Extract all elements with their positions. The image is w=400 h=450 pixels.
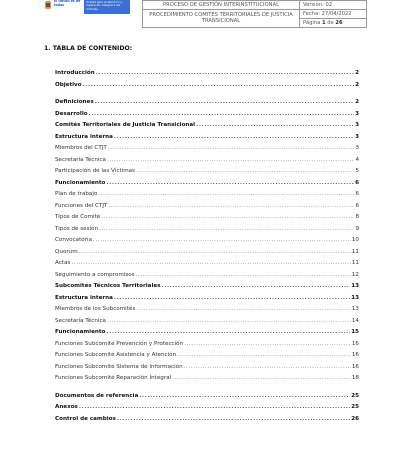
toc-entry-page: 3 <box>355 110 359 117</box>
logo-box: Unidad para la atención y reparación integral a las víctimas <box>84 0 130 14</box>
toc-entry[interactable] <box>55 68 359 80</box>
toc-entry[interactable] <box>55 247 359 259</box>
toc-entry-page: 2 <box>355 70 359 76</box>
toc-entry-title: Anexos <box>55 404 78 410</box>
document-header <box>0 0 400 36</box>
toc-leader-dots <box>107 155 354 167</box>
toc-entry[interactable] <box>55 281 359 293</box>
toc-entry[interactable] <box>55 304 359 316</box>
toc-leader-dots <box>106 327 350 339</box>
toc-entry-page: 6 <box>355 202 359 209</box>
toc-entry[interactable] <box>55 166 359 178</box>
page-total: 26 <box>335 19 343 26</box>
toc-leader-dots <box>108 201 354 213</box>
toc-entry-page: 2 <box>355 81 359 88</box>
header-table <box>142 0 367 28</box>
toc-leader-dots <box>106 178 354 190</box>
toc-entry[interactable] <box>55 362 359 374</box>
toc-entry-page: 9 <box>355 225 359 232</box>
toc-entry[interactable] <box>55 414 359 426</box>
toc-entry[interactable] <box>55 178 359 190</box>
toc-entry[interactable] <box>55 327 359 339</box>
toc-entry[interactable] <box>55 316 359 328</box>
toc-leader-dots <box>114 293 350 305</box>
toc-leader-dots <box>136 166 354 178</box>
toc-entry-title: Funciones Subcomité Sistema de Información <box>55 363 183 370</box>
toc-leader-dots <box>114 132 354 144</box>
toc-entry[interactable] <box>55 373 359 385</box>
toc-entry-page: 18 <box>351 375 359 381</box>
toc-entry-title: Plan de trabajo <box>55 191 98 197</box>
date-cell: Fecha: 27/04/2022 <box>300 10 367 19</box>
toc-leader-dots <box>96 68 354 80</box>
toc-leader-dots <box>107 316 351 328</box>
toc-entry-title: Quorum <box>55 248 78 255</box>
toc-entry-title: Tipos de Comité <box>55 214 101 220</box>
logo-area <box>14 0 132 18</box>
page-cell <box>300 19 367 28</box>
toc-entry[interactable] <box>55 402 359 414</box>
toc-entry-page: 4 <box>355 156 359 163</box>
toc-leader-dots <box>79 402 350 414</box>
toc-entry-page: 25 <box>351 392 359 399</box>
page-of: de <box>327 19 334 26</box>
toc-leader-dots <box>98 189 354 201</box>
toc-entry[interactable] <box>55 235 359 247</box>
toc-entry-page: 13 <box>351 294 359 301</box>
toc-leader-dots <box>83 80 355 92</box>
toc-entry[interactable] <box>55 143 359 155</box>
toc-entry[interactable] <box>55 391 359 403</box>
toc-entry-page: 10 <box>351 237 359 243</box>
coat-of-arms-icon <box>44 0 52 12</box>
toc-entry-page: 8 <box>355 214 359 220</box>
toc-entry-page: 5 <box>355 168 359 174</box>
toc-entry[interactable] <box>55 258 359 270</box>
toc-leader-dots <box>136 270 351 282</box>
toc-entry-title: Convocatoria <box>55 237 93 243</box>
toc-leader-dots <box>162 281 351 293</box>
toc-leader-dots <box>117 414 350 426</box>
toc-entry-title: Control de cambios <box>55 415 116 422</box>
toc-leader-dots <box>95 97 354 109</box>
toc-leader-dots <box>136 304 351 316</box>
toc-entry-page: 13 <box>351 306 359 312</box>
toc-leader-dots <box>184 339 351 351</box>
toc-leader-dots <box>99 224 354 236</box>
procedure-cell: PROCEDIMIENTO COMITÉS TERRITORIALES DE JUSTICIA TRANSICIONAL <box>143 10 300 28</box>
toc-leader-dots <box>71 258 351 270</box>
toc-entry-title: Funciones Subcomité Prevención y Protección <box>55 340 184 347</box>
toc-entry-title: Seguimiento a compromisos <box>55 271 135 278</box>
toc-entry[interactable] <box>55 155 359 167</box>
toc-entry-title: Funciones Subcomité Asistencia y Atención <box>55 352 177 358</box>
toc-heading: 1. TABLA DE CONTENIDO: <box>44 45 133 52</box>
toc-entry-title: Funcionamiento <box>55 179 106 186</box>
toc-entry-title: Participación de las Víctimas <box>55 168 136 174</box>
toc-entry-title: Funcionamiento <box>55 329 106 335</box>
toc-entry[interactable] <box>55 293 359 305</box>
toc-entry[interactable] <box>55 270 359 282</box>
toc-leader-dots <box>93 235 351 247</box>
toc-leader-dots <box>139 391 350 403</box>
toc-leader-dots <box>196 120 354 132</box>
toc-leader-dots <box>172 373 351 385</box>
toc-entry-title: Miembros de los Subcomités <box>55 306 136 312</box>
page-current: 1 <box>321 19 326 26</box>
page-prefix: Página <box>303 19 321 26</box>
toc-entry-page: 13 <box>351 283 359 289</box>
toc-entry-title: Funciones Subcomité Reparación Integral <box>55 375 172 381</box>
toc-entry-page: 15 <box>351 329 359 335</box>
toc-entry[interactable] <box>55 189 359 201</box>
toc-entry-page: 16 <box>351 340 359 347</box>
toc-entry-page: 11 <box>351 260 359 266</box>
toc-entry-title: Funciones del CTJT <box>55 202 108 209</box>
toc-entry-page: 14 <box>351 317 359 324</box>
toc-entry-page: 12 <box>351 271 359 278</box>
toc-entry[interactable] <box>55 132 359 144</box>
toc-entry-title: Objetivo <box>55 81 82 88</box>
toc-leader-dots <box>108 143 355 155</box>
toc-entry[interactable] <box>55 120 359 132</box>
toc-entry[interactable] <box>55 109 359 121</box>
toc-entry-title: Miembros del CTJT <box>55 145 107 151</box>
process-cell: PROCESO DE GESTIÓN INTERINSTITUCIONAL <box>143 1 300 10</box>
toc-entry[interactable] <box>55 350 359 362</box>
toc-entry-page: 6 <box>355 179 359 186</box>
toc-entry-page: 16 <box>351 352 359 358</box>
toc-entry-page: 3 <box>355 133 359 140</box>
toc-entry-title: Tipos de sesión <box>55 225 99 232</box>
toc-entry-page: 3 <box>355 122 359 128</box>
toc-entry-page: 11 <box>351 248 359 255</box>
toc-entry-title: Secretaría Técnica <box>55 156 106 163</box>
toc-entry-page: 2 <box>355 99 359 105</box>
toc-list <box>55 68 359 425</box>
toc-entry-title: Subcomités Técnicos Territoriales <box>55 283 161 289</box>
toc-entry-page: 25 <box>351 404 359 410</box>
toc-entry-title: Actas <box>55 260 71 266</box>
toc-leader-dots <box>89 109 355 121</box>
toc-entry-title: Comités Territoriales de Justicia Transicional <box>55 122 196 128</box>
toc-leader-dots <box>184 362 351 374</box>
toc-entry-page: 26 <box>351 415 359 422</box>
toc-entry[interactable] <box>55 97 359 109</box>
toc-entry-page: 3 <box>355 145 359 151</box>
toc-entry-title: Definiciones <box>55 99 94 105</box>
toc-entry[interactable] <box>55 212 359 224</box>
toc-leader-dots <box>101 212 354 224</box>
toc-entry[interactable] <box>55 224 359 236</box>
toc-leader-dots <box>177 350 351 362</box>
toc-entry-title: Estructura interna <box>55 133 113 140</box>
toc-leader-dots <box>79 247 351 259</box>
toc-entry-title: Desarrollo <box>55 110 88 117</box>
toc-entry[interactable] <box>55 80 359 92</box>
toc-entry[interactable] <box>55 201 359 213</box>
toc-entry-page: 6 <box>355 191 359 197</box>
toc-entry-title: Introducción <box>55 70 95 76</box>
toc-entry-title: Estructura interna <box>55 294 113 301</box>
toc-entry[interactable] <box>55 339 359 351</box>
toc-entry-page: 16 <box>351 363 359 370</box>
toc-entry-title: Secretaría Técnica <box>55 317 106 324</box>
version-cell: Versión: 02 <box>300 1 367 10</box>
toc-entry-title: Documentos de referencia <box>55 392 139 399</box>
logo-text: El futuro es de todos <box>54 0 81 7</box>
